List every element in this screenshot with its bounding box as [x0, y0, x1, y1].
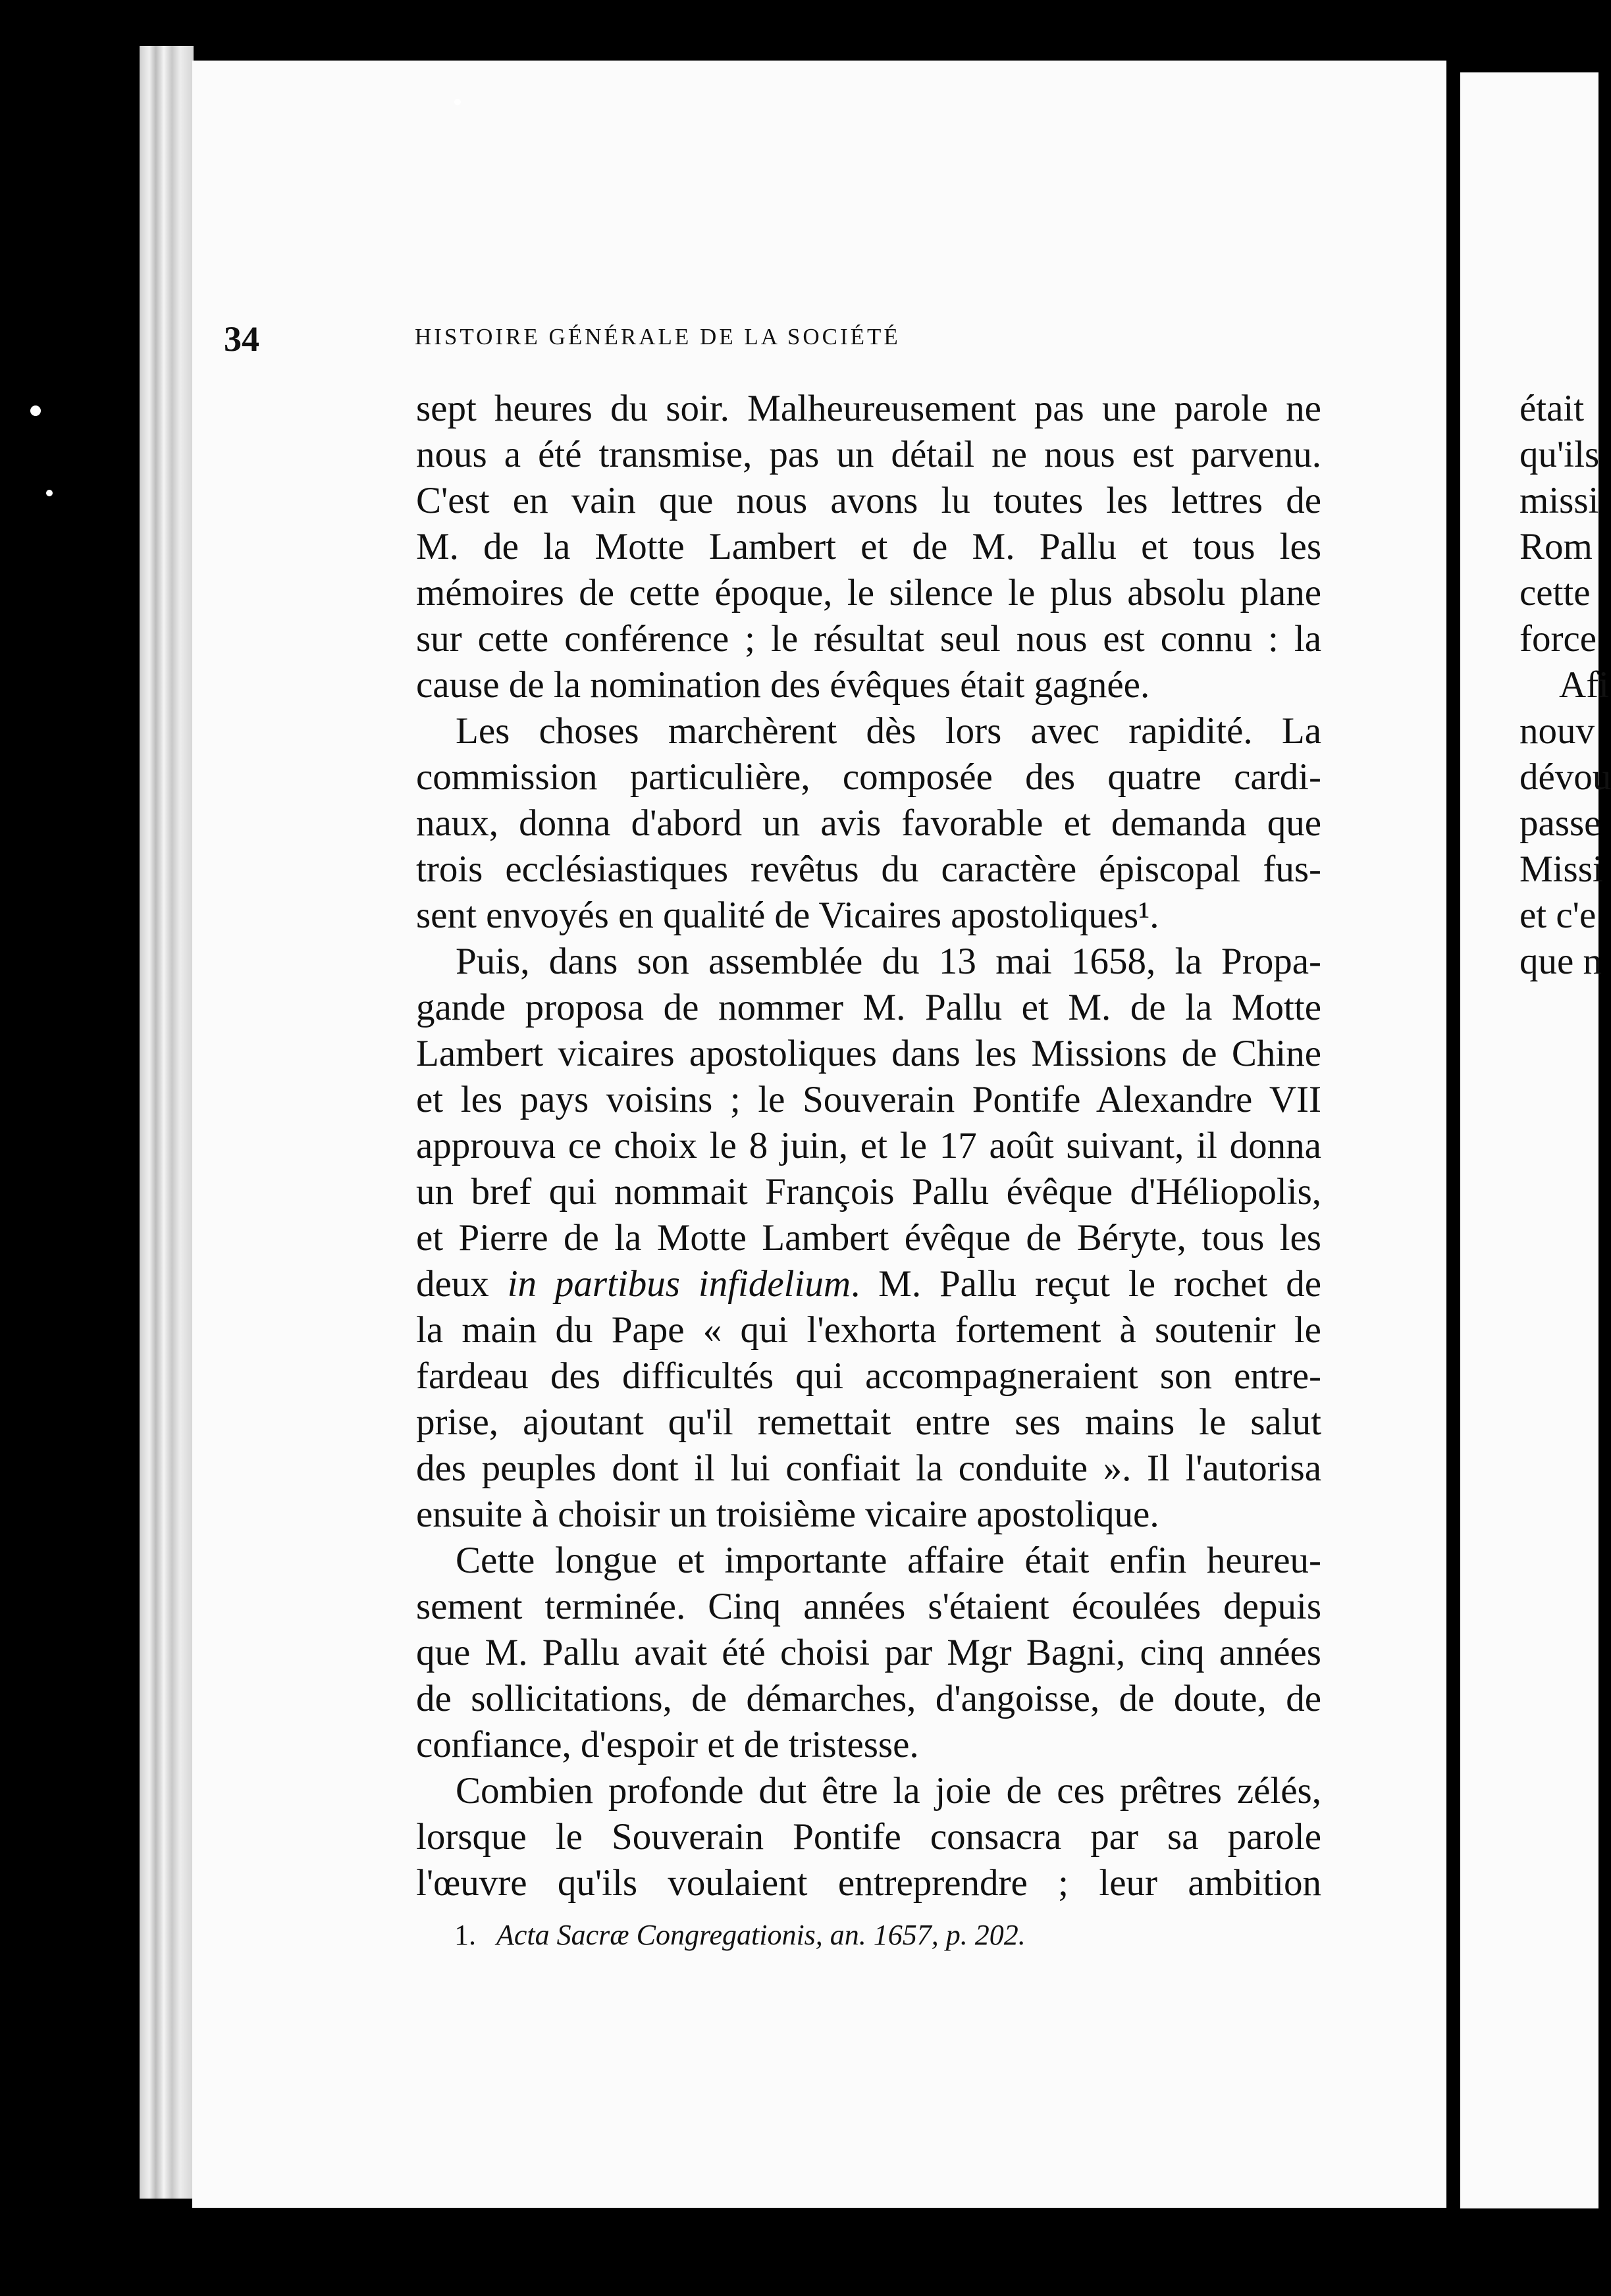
- body-line: confiance, d'espoir et de tristesse.: [416, 1724, 919, 1765]
- body-line: prise, ajoutant qu'il remettait entre ses mains le salut: [416, 1401, 1321, 1443]
- body-line: sur cette conférence ; le résultat seul nous est connu : la: [416, 618, 1321, 660]
- body-line: naux, donna d'abord un avis favorable et demanda que: [416, 802, 1321, 844]
- body-line: approuva ce choix le 8 juin, et le 17 août suivant, il donna: [416, 1125, 1321, 1166]
- scan-speck: [30, 405, 41, 416]
- next-page-line: était: [1519, 388, 1585, 429]
- body-line: Cette longue et importante affaire était enfin heureu-: [456, 1540, 1321, 1581]
- body-line: un bref qui nommait François Pallu évêque d'Héliopolis,: [416, 1171, 1321, 1213]
- body-line: ensuite à choisir un troisième vicaire apostolique.: [416, 1494, 1159, 1535]
- body-line: des peuples dont il lui confiait la conduite ». Il l'autorisa: [416, 1448, 1321, 1489]
- body-line: la main du Pape « qui l'exhorta fortement à soutenir le: [416, 1309, 1321, 1351]
- body-line: M. de la Motte Lambert et de M. Pallu et tous les: [416, 526, 1321, 567]
- body-line: Puis, dans son assemblée du 13 mai 1658, la Propa-: [456, 941, 1321, 982]
- running-head: HISTOIRE GÉNÉRALE DE LA SOCIÉTÉ: [415, 324, 901, 350]
- body-line: trois ecclésiastiques revêtus du caractère épiscopal fus-: [416, 848, 1321, 890]
- body-line: fardeau des difficultés qui accompagneraient son entre-: [416, 1355, 1321, 1397]
- body-line: Les choses marchèrent dès lors avec rapidité. La: [456, 710, 1321, 752]
- page-number: 34: [224, 319, 259, 359]
- body-line: Lambert vicaires apostoliques dans les Missions de Chine: [416, 1033, 1321, 1074]
- body-line: mémoires de cette époque, le silence le plus absolu plane: [416, 572, 1321, 613]
- next-page-line: dévou: [1519, 756, 1611, 798]
- body-line: et les pays voisins ; le Souverain Pontife Alexandre VII: [416, 1079, 1321, 1120]
- body-line: l'œuvre qu'ils voulaient entreprendre ; leur ambition: [416, 1862, 1321, 1904]
- body-line: gande proposa de nommer M. Pallu et M. de la Motte: [416, 987, 1321, 1028]
- next-page-line: qu'ils: [1519, 434, 1600, 475]
- body-line: C'est en vain que nous avons lu toutes les lettres de: [416, 480, 1321, 521]
- body-line: sept heures du soir. Malheureusement pas une parole ne: [416, 388, 1321, 429]
- footnote: [454, 1918, 1026, 1952]
- body-line: cause de la nomination des évêques était gagnée.: [416, 664, 1150, 706]
- next-page-line: cette: [1519, 572, 1591, 613]
- body-line: Combien profonde dut être la joie de ces prêtres zélés,: [456, 1770, 1321, 1812]
- next-page-line: et c'e: [1519, 895, 1597, 936]
- next-page-line: Rom: [1519, 526, 1593, 567]
- footnote-number: 1.: [454, 1919, 476, 1951]
- body-line: sent envoyés en qualité de Vicaires apostoliques¹.: [416, 895, 1159, 936]
- next-page-line: passe: [1519, 802, 1601, 844]
- next-page-line: que n: [1519, 941, 1602, 982]
- body-line: deux in partibus infidelium. M. Pallu reçut le rochet de: [416, 1263, 1321, 1305]
- body-line: et Pierre de la Motte Lambert évêque de Béryte, tous les: [416, 1217, 1321, 1259]
- scan-speck: [454, 99, 461, 105]
- body-line: sement terminée. Cinq années s'étaient écoulées depuis: [416, 1586, 1321, 1627]
- next-page-text: [1519, 386, 1611, 985]
- next-page-line: Missi: [1519, 848, 1603, 890]
- next-page-line: force: [1519, 618, 1597, 660]
- page-edge: [140, 46, 194, 2199]
- scan-speck: [46, 490, 53, 496]
- body-line: lorsque le Souverain Pontife consacra par sa parole: [416, 1816, 1321, 1858]
- next-page-line: missi: [1519, 480, 1599, 521]
- body-line: de sollicitations, de démarches, d'angoisse, de doute, de: [416, 1678, 1321, 1719]
- page-header: [224, 319, 1116, 358]
- next-page-line: Afi: [1559, 664, 1609, 706]
- latin-phrase: in partibus infidelium: [507, 1263, 851, 1305]
- body-text: [416, 386, 1321, 1906]
- body-line: nous a été transmise, pas un détail ne nous est parvenu.: [416, 434, 1321, 475]
- next-page-line: nouv: [1519, 710, 1595, 752]
- body-line: commission particulière, composée des quatre cardi-: [416, 756, 1321, 798]
- body-line: que M. Pallu avait été choisi par Mgr Bagni, cinq années: [416, 1632, 1321, 1673]
- footnote-text: Acta Sacræ Congregationis, an. 1657, p. 202.: [496, 1919, 1026, 1951]
